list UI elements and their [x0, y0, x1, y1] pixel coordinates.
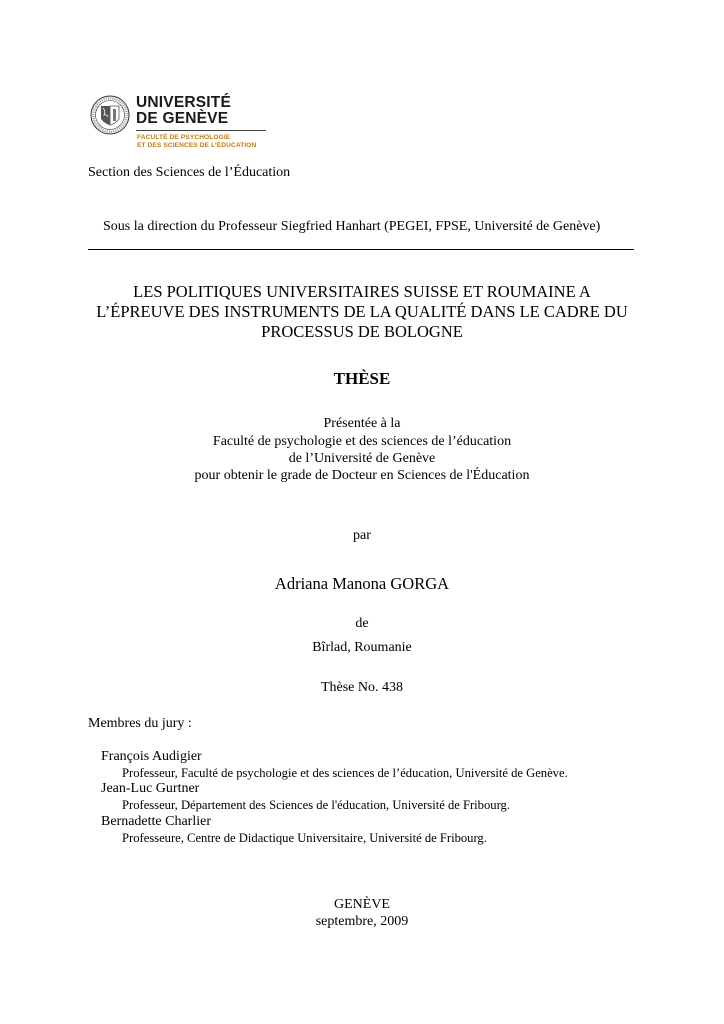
author-origin: Bîrlad, Roumanie — [312, 640, 412, 655]
thesis-title-line1: LES POLITIQUES UNIVERSITAIRES SUISSE ET ROUMAINE A — [133, 282, 591, 301]
presented-line3: de l’Université de Genève — [288, 451, 436, 466]
jury-member-role: Professeur, Département des Sciences de l'éducation, Université de Fribourg. — [122, 798, 510, 812]
section-name: Section des Sciences de l’Éducation — [88, 165, 291, 180]
thesis-title-line3: PROCESSUS DE BOLOGNE — [261, 322, 463, 341]
presented-line2: Faculté de psychologie et des sciences de l’éducation — [212, 434, 512, 449]
university-name-line2: DE GENÈVE — [136, 110, 229, 127]
jury-member-role: Professeure, Centre de Didactique Universitaire, Université de Fribourg. — [122, 831, 487, 845]
par-label: par — [353, 528, 371, 543]
thesis-number: Thèse No. 438 — [320, 680, 404, 695]
thesis-title-line2: L’ÉPREUVE DES INSTRUMENTS DE LA QUALITÉ DANS LE CADRE DU — [96, 302, 628, 321]
presented-line4: pour obtenir le grade de Docteur en Sciences de l'Éducation — [194, 468, 530, 483]
university-name — [136, 95, 231, 127]
jury-member-role: Professeur, Faculté de psychologie et des sciences de l’éducation, Université de Genève. — [122, 766, 568, 780]
faculty-name-line2: ET DES SCIENCES DE L’ÉDUCATION — [137, 142, 257, 149]
faculty-name — [137, 134, 256, 150]
header-divider — [88, 249, 634, 250]
jury-member-name: Bernadette Charlier — [101, 814, 212, 829]
footer-city: GENÈVE — [334, 897, 390, 912]
author-name: Adriana Manona GORGA — [274, 574, 450, 593]
jury-heading: Membres du jury : — [88, 716, 192, 731]
thesis-direction: Sous la direction du Professeur Siegfried Hanhart (PEGEI, FPSE, Université de Genève) — [103, 219, 601, 234]
university-logo — [90, 93, 270, 157]
footer-date: septembre, 2009 — [315, 914, 409, 929]
logo-divider — [136, 130, 266, 131]
thesis-title — [0, 282, 724, 342]
thesis-label: THÈSE — [333, 369, 391, 388]
jury-member-name: François Audigier — [101, 749, 202, 764]
de-label: de — [355, 616, 369, 631]
university-name-line1: UNIVERSITÉ — [136, 94, 232, 111]
jury-member-name: Jean-Luc Gurtner — [101, 781, 200, 796]
faculty-name-line1: FACULTÉ DE PSYCHOLOGIE — [137, 134, 231, 141]
presented-line1: Présentée à la — [323, 416, 401, 431]
university-seal-icon — [90, 95, 130, 135]
